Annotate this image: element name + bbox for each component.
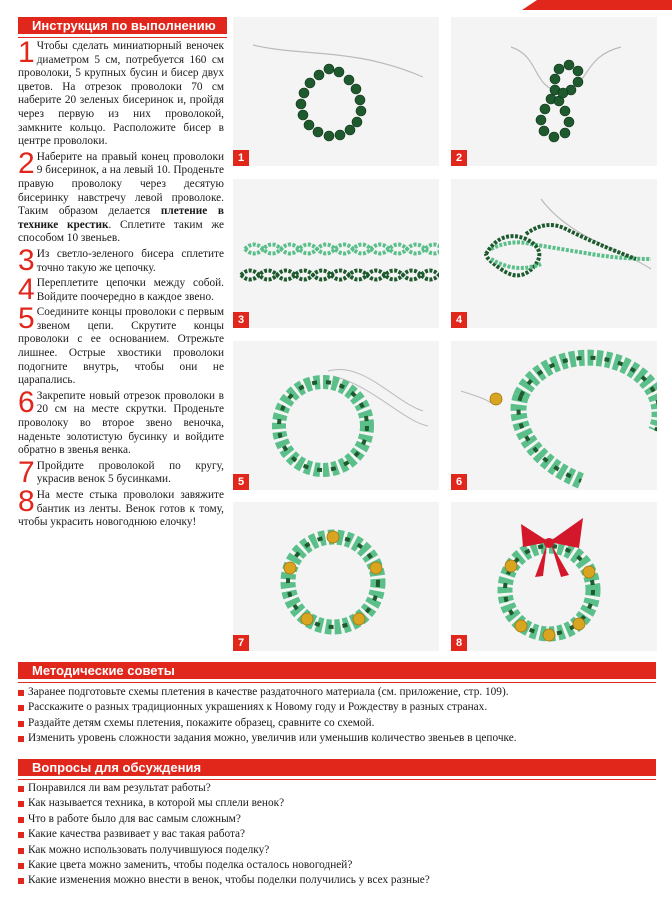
step-text: Переплетите цепочки между собой. Войдите поочередно в каждое звено.: [36, 277, 224, 303]
finished-wreath-image: [451, 502, 657, 651]
step-7: [18, 455, 224, 489]
photo-number: 3: [233, 312, 249, 328]
photo-number: 7: [233, 635, 249, 651]
photo-step-2: [451, 17, 657, 166]
step-number: 7: [18, 455, 35, 489]
step-2: [18, 146, 224, 246]
photo-number: 4: [451, 312, 467, 328]
step-text: . Сплетите таким же способом 10 звеньев.: [18, 218, 224, 245]
list-item: Как называется техника, в которой мы сплели венок?: [18, 796, 658, 811]
photo-step-6: [451, 341, 657, 490]
instructions-title: Инструкция по выполнению: [32, 18, 216, 33]
instruction-steps: [18, 36, 224, 532]
photo-step-3: [233, 179, 439, 328]
photo-step-1: [233, 17, 439, 166]
corner-tab: [522, 0, 672, 10]
photo-step-4: [451, 179, 657, 328]
list-item: Какие качества развивает у вас такая работа?: [18, 827, 658, 842]
list-item: Какие цвета можно заменить, чтобы поделка осталось новогодней?: [18, 858, 658, 873]
list-item: Раздайте детям схемы плетения, покажите образец, сравните со схемой.: [18, 716, 658, 731]
list-item: Заранее подготовьте схемы плетения в качестве раздаточного материала (см. приложение, стр. 109).: [18, 685, 658, 700]
step-number: 8: [18, 485, 35, 518]
step-text: Соедините концы проволоки с первым звеном цепи. Скрутите концы проволоки с ее основанием. Отрежьте лишнее. Острые хвостики проволоки подогните внутрь, чтобы они не царапались.: [18, 306, 224, 387]
step-number: 2: [18, 146, 35, 180]
photo-number: 5: [233, 474, 249, 490]
step-number: 5: [18, 302, 35, 336]
questions-list: [18, 781, 658, 889]
list-item: Что в работе было для вас самым сложным?: [18, 812, 658, 827]
step-text: Из светло-зеленого бисера сплетите точно такую же цепочку.: [36, 247, 224, 274]
photo-step-8: [451, 502, 657, 651]
step-text: Пройдите проволокой по кругу, украсив венок 5 бусинками.: [36, 459, 224, 486]
list-item: Понравился ли вам результат работы?: [18, 781, 658, 796]
photo-step-5: [233, 341, 439, 490]
step-8: [18, 485, 224, 530]
step-text: Наберите на правый конец проволоки 9 бисеринок, а на левый 10. Проденьте правую проволоку через десятую бисеринку навстречу левой проволоке. Таким образом делается: [18, 150, 224, 218]
list-item: Расскажите о разных традиционных украшениях к Новому году и Рождеству в разных странах.: [18, 700, 658, 715]
list-item: Какие изменения можно внести в венок, чтобы поделки получились у всех разные?: [18, 873, 658, 888]
two-chains-image: [233, 179, 439, 328]
step-number: 6: [18, 385, 35, 419]
step-1: [18, 36, 224, 149]
step-3: [18, 243, 224, 277]
wreath-with-bead-image: [451, 341, 657, 490]
questions-header: [18, 759, 656, 776]
bead-figure-eight-image: [451, 17, 657, 166]
step-number: 4: [18, 273, 35, 307]
step-text: Закрепите новый отрезок проволоки в 20 см на месте скрутки. Проденьте проволоку во второе звено веночка, наденьте золотистую бусинку и войдите обратно в звенья венка.: [18, 389, 224, 457]
step-4: [18, 273, 224, 307]
bead-ring-image: [233, 17, 439, 166]
photo-step-7: [233, 502, 439, 651]
tips-list: [18, 685, 658, 747]
step-5: [18, 302, 224, 388]
tips-title: Методические советы: [32, 663, 175, 678]
questions-title: Вопросы для обсуждения: [32, 760, 202, 775]
list-item: Изменить уровень сложности задания можно, увеличив или уменьшив количество звеньев в цепочке.: [18, 731, 658, 746]
step-number: 3: [18, 243, 35, 277]
step-number: 1: [18, 36, 35, 69]
photo-number: 8: [451, 635, 467, 651]
step-text-bold: плетение в технике крестик: [18, 205, 224, 231]
wreath-image: [233, 341, 439, 490]
step-text: Чтобы сделать миниатюрный веночек диаметром 5 см, потребуется 160 см проволоки, 5 крупных бусин и бисер двух цветов. На отрезок проволоки 70 см наберите 20 зеленых бисеринок и, пройдя через первую из них проволокой, замкните кольцо. Расположите бисер в центре проволоки.: [18, 40, 224, 148]
tips-header: [18, 662, 656, 679]
photo-number: 1: [233, 150, 249, 166]
instructions-header: [18, 17, 227, 34]
step-text: На месте стыка проволоки завяжите бантик из ленты. Венок готов к тому, чтобы украсить новогоднюю елочку!: [18, 489, 224, 529]
list-item: Как можно использовать получившуюся поделку?: [18, 843, 658, 858]
photo-number: 2: [451, 150, 467, 166]
interweaving-chains-image: [451, 179, 657, 328]
wreath-gold-beads-image: [233, 502, 439, 651]
photo-number: 6: [451, 474, 467, 490]
step-6: [18, 385, 224, 458]
